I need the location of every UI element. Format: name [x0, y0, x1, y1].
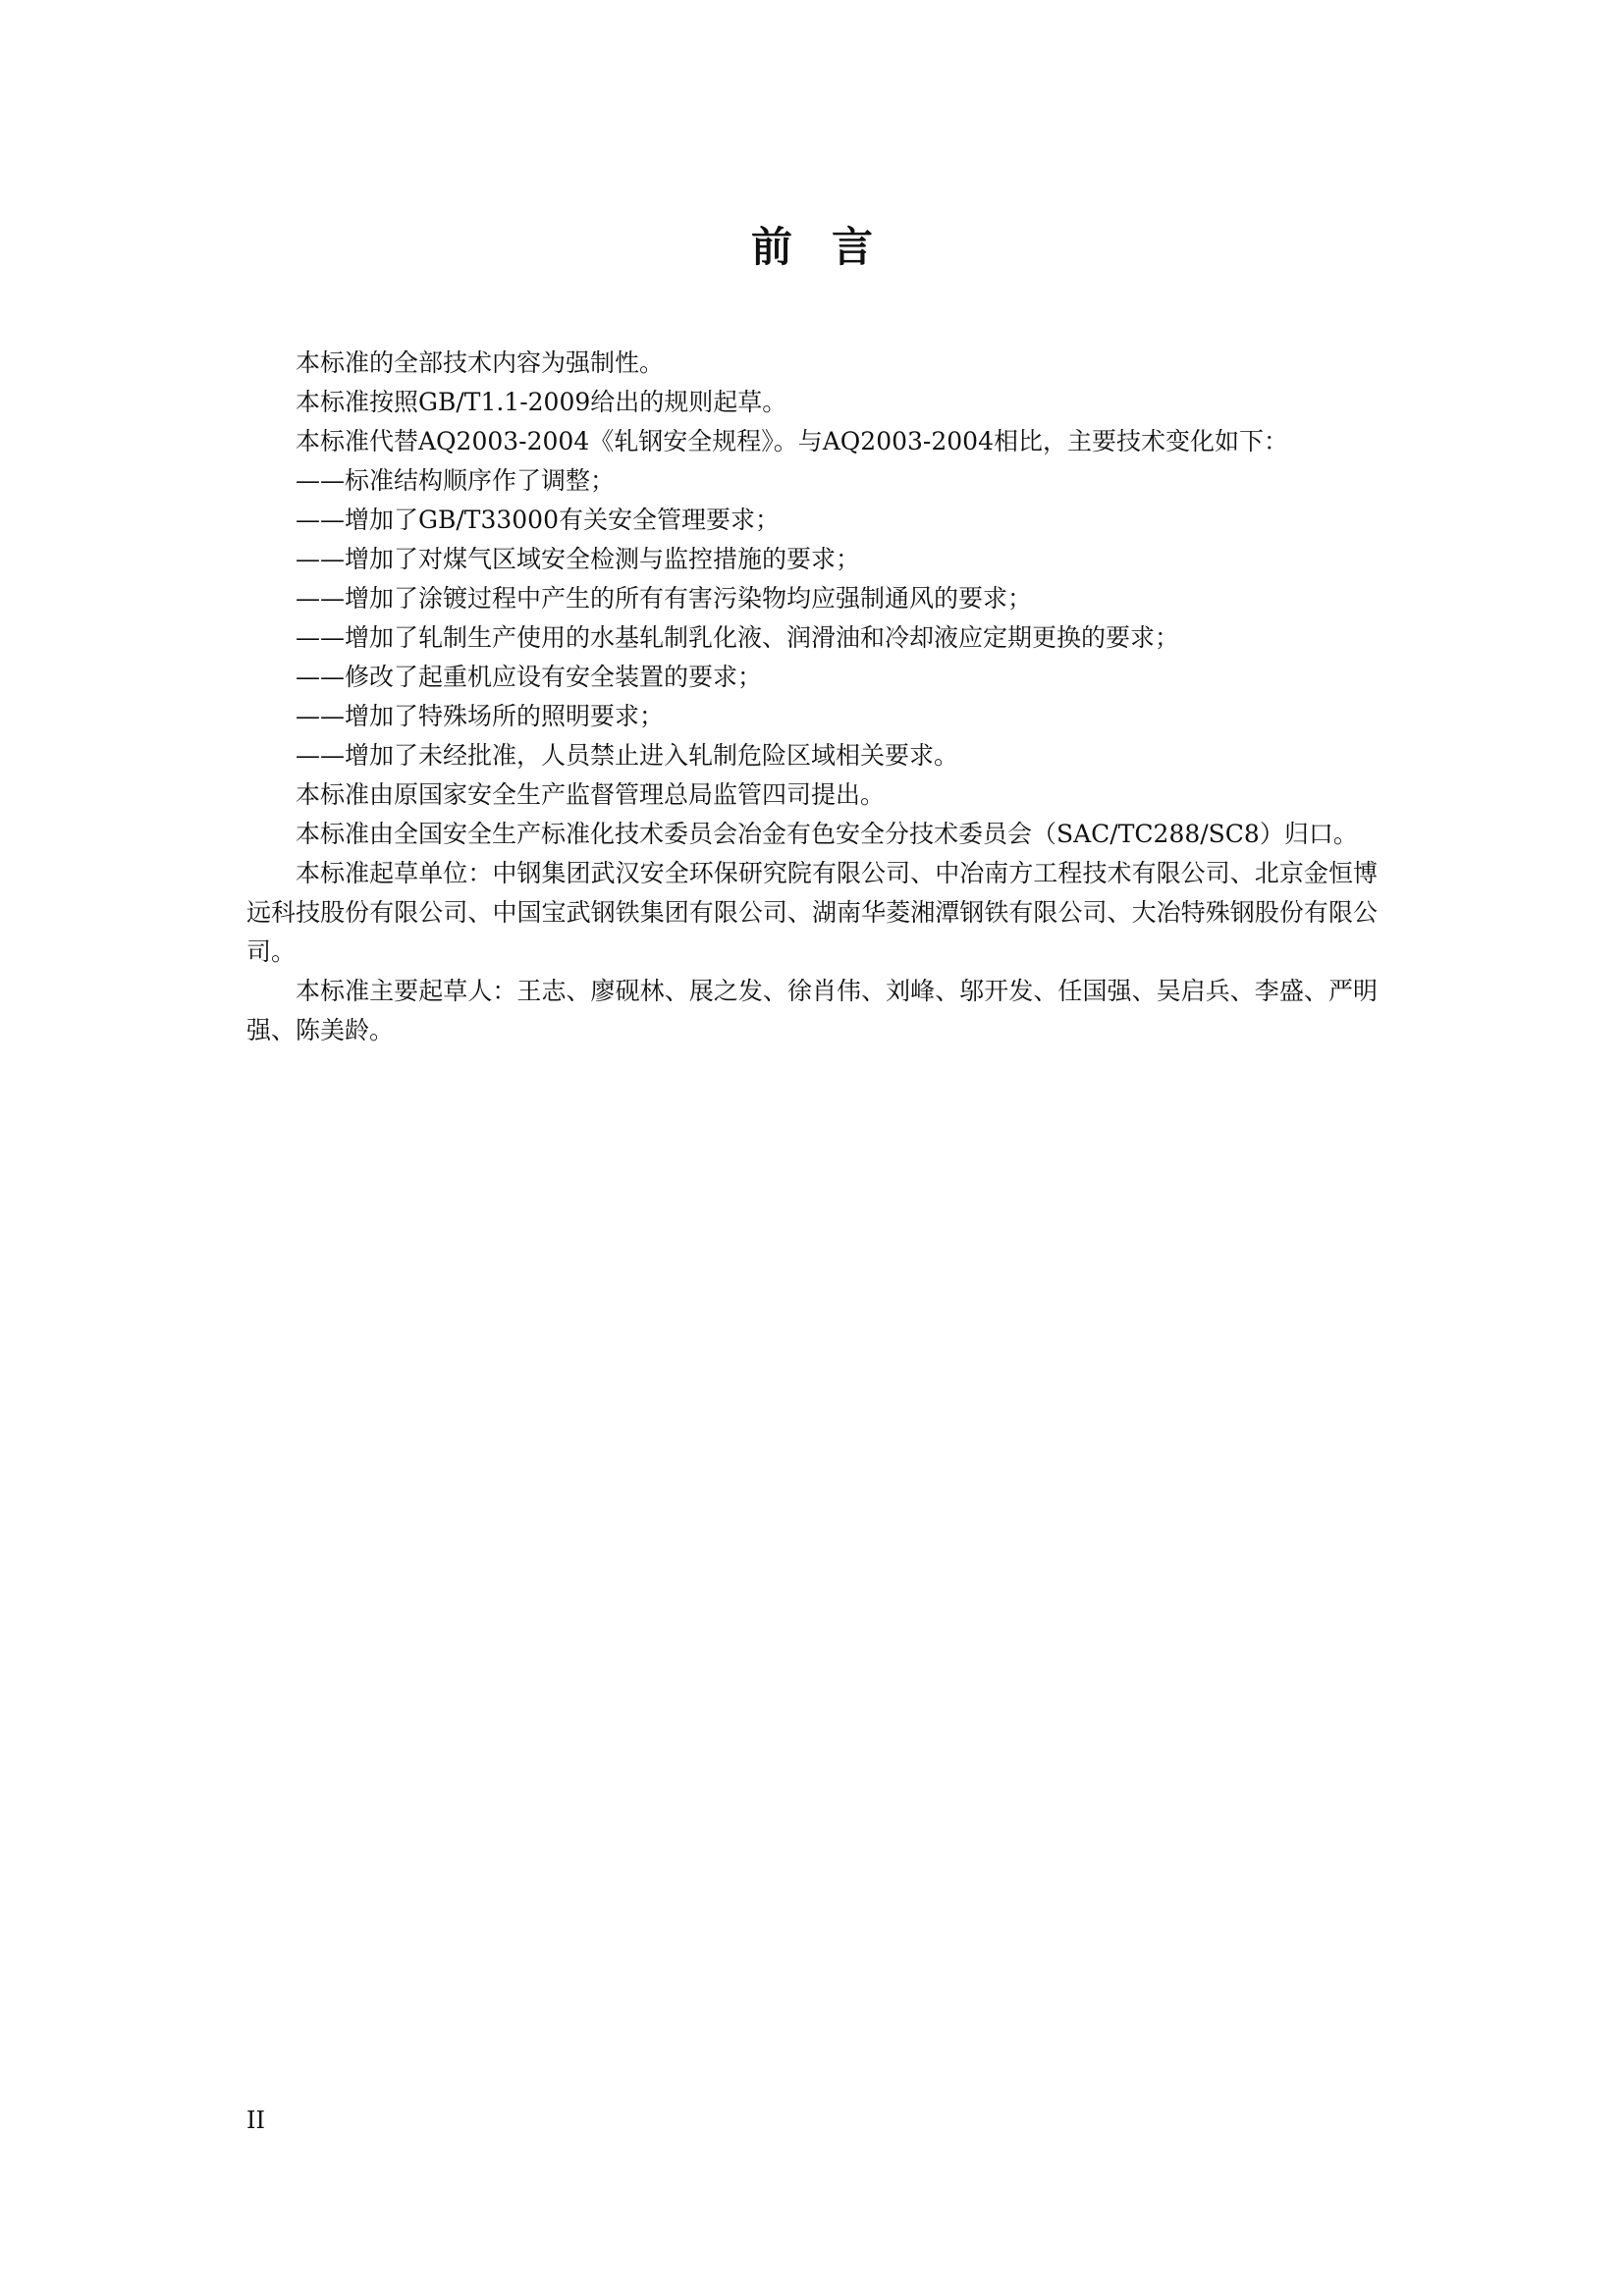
change-item: ——增加了GB/T33000有关安全管理要求； — [296, 506, 780, 534]
paragraph-drafting-units: 本标准起草单位：中钢集团武汉安全环保研究院有限公司、中冶南方工程技术有限公司、北京金恒博远科技股份有限公司、中国宝武钢铁集团有限公司、湖南华菱湘潭钢铁有限公司、大冶特殊钢股份有限公司。 — [246, 859, 1378, 966]
paragraph-proposer: 本标准由原国家安全生产监督管理总局监管四司提出。 — [296, 780, 886, 809]
change-item: ——增加了未经批准，人员禁止进入轧制危险区域相关要求。 — [296, 741, 959, 770]
change-item: ——修改了起重机应设有安全装置的要求； — [296, 663, 763, 691]
paragraph-technical-content: 本标准的全部技术内容为强制性。 — [296, 348, 665, 377]
page-number: II — [246, 2107, 265, 2134]
change-item: ——标准结构顺序作了调整； — [296, 466, 616, 495]
paragraph-replacement: 本标准代替AQ2003-2004《轧钢安全规程》。与AQ2003-2004相比，主要技术变化如下： — [296, 427, 1288, 455]
paragraph-committee: 本标准由全国安全生产标准化技术委员会冶金有色安全分技术委员会（SAC/TC288/SC8）归口。 — [296, 820, 1358, 848]
change-item: ——增加了轧制生产使用的水基轧制乳化液、润滑油和冷却液应定期更换的要求； — [296, 623, 1180, 652]
paragraph-drafting-rules: 本标准按照GB/T1.1-2009给出的规则起草。 — [296, 388, 787, 416]
change-item: ——增加了特殊场所的照明要求； — [296, 702, 665, 730]
change-item: ——增加了对煤气区域安全检测与监控措施的要求； — [296, 545, 861, 573]
paragraph-drafters: 本标准主要起草人：王志、廖砚林、展之发、徐肖伟、刘峰、邬开发、任国强、吴启兵、李盛、严明强、陈美龄。 — [246, 977, 1378, 1044]
change-item: ——增加了涂镀过程中产生的所有有害污染物均应强制通风的要求； — [296, 584, 1033, 613]
page-title: 前言 — [750, 223, 912, 271]
foreword-body — [246, 344, 1378, 1050]
